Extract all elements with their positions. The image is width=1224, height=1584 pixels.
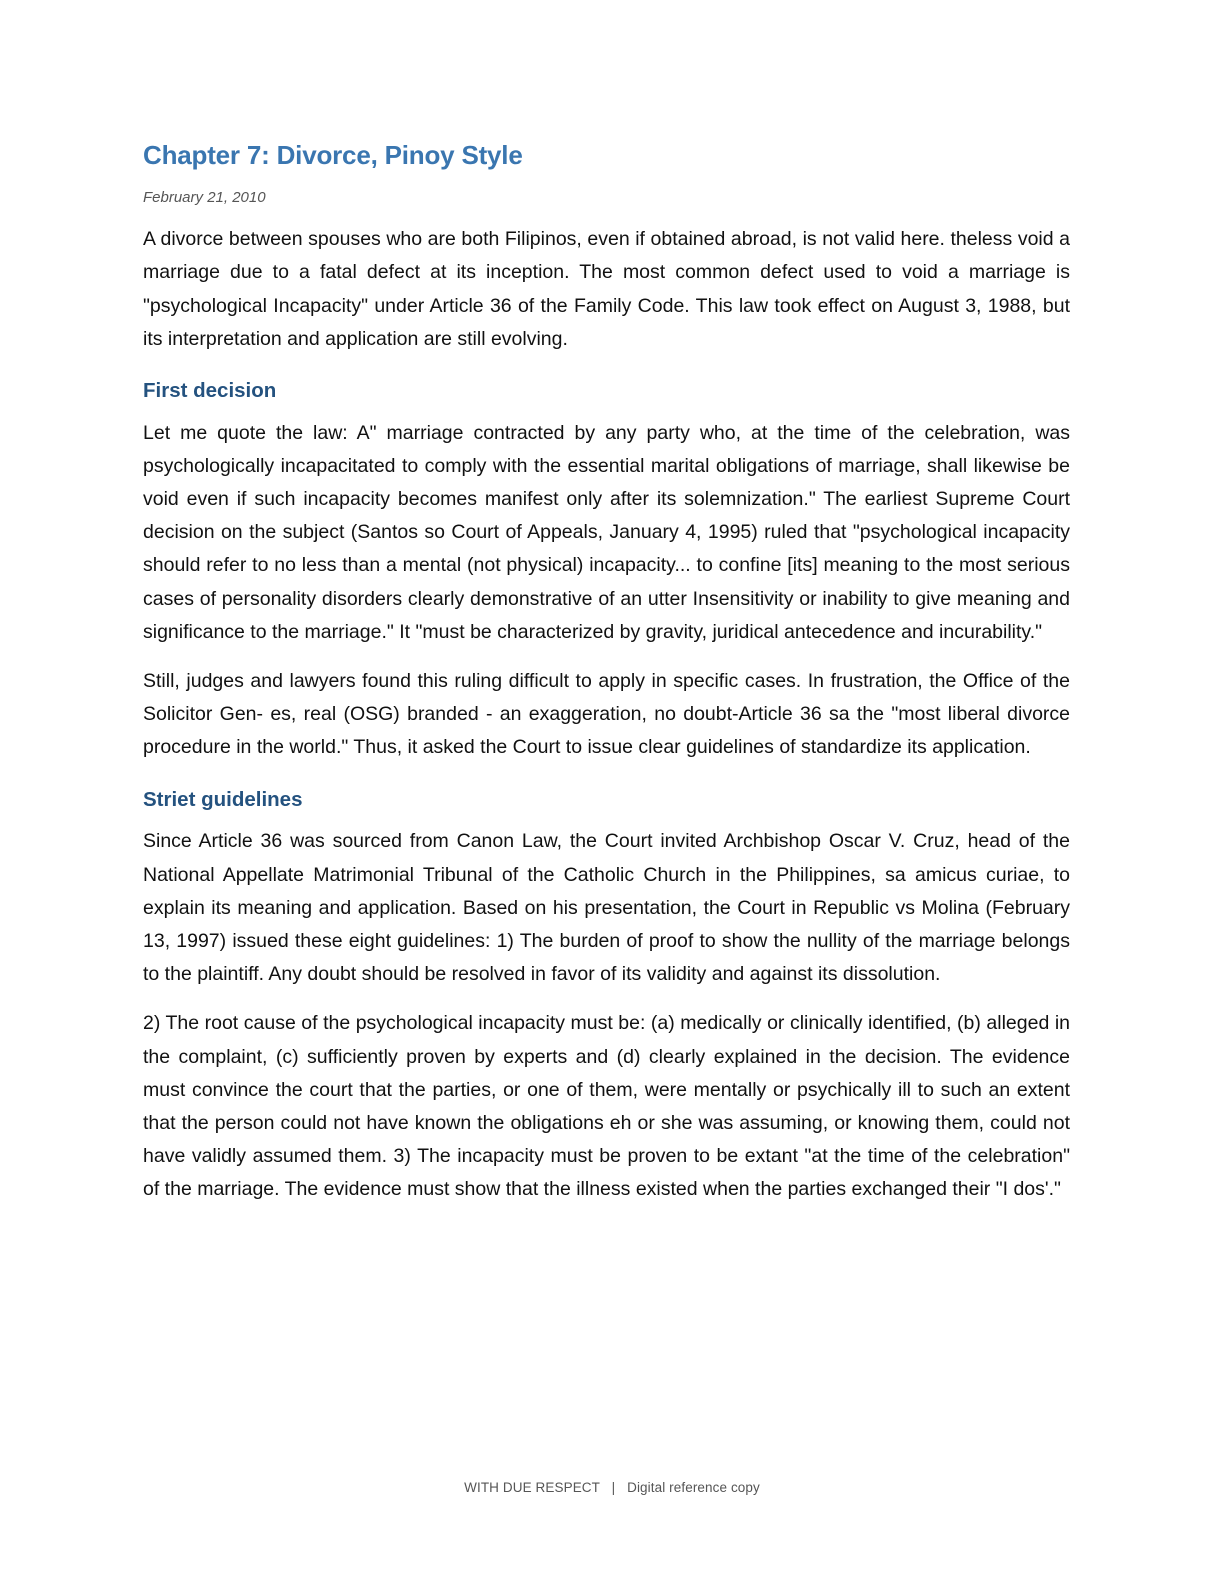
publication-date: February 21, 2010 xyxy=(143,189,266,207)
page-footer xyxy=(0,1480,1224,1495)
body-paragraph: Still, judges and lawyers found this ruling difficult to apply in specific cases. In frustration, the Office of the Solicitor Gen- es, real (OSG) branded - an exaggeration, no doubt-Article 36 sa the "most liberal divorce procedure in the world." Thus, it asked the Court to issue clear guidelines of standardize its application. xyxy=(143,670,1070,759)
footer-separator: | xyxy=(611,1480,616,1495)
document-page xyxy=(143,140,1070,1207)
chapter-title: Chapter 7: Divorce, Pinoy Style xyxy=(143,140,523,170)
intro-paragraph: A divorce between spouses who are both Filipinos, even if obtained abroad, is not valid here. theless void a marriage due to a fatal defect at its inception. The most common defect used to void a marriage is "psychological Incapacity" under Article 36 of the Family Code. This law took effect on August 3, 1988, but its interpretation and application are still evolving. xyxy=(143,228,1070,350)
body-paragraph: 2) The root cause of the psychological incapacity must be: (a) medically or clinically identified, (b) alleged in the complaint, (c) sufficiently proven by experts and (d) clearly explained in the decision. The evidence must convince the court that the parties, or one of them, were mentally or psychically ill to such an extent that the person could not have known the obligations eh or she was assuming, or knowing them, could not have validly assumed them. 3) The incapacity must be proven to be extant "at the time of the celebration" of the marriage. The evidence must show that the illness existed when the parties exchanged their "I dos'." xyxy=(143,1012,1070,1201)
body-paragraph: Let me quote the law: A" marriage contracted by any party who, at the time of the celebration, was psychologically incapacitated to comply with the essential marital obligations of marriage, shall likewise be void even if such incapacity becomes manifest only after its solemnization." The earliest Supreme Court decision on the subject (Santos so Court of Appeals, January 4, 1995) ruled that "psychological incapacity should refer to no less than a mental (not physical) incapacity... to confine [its] meaning to the most serious cases of personality disorders clearly demonstrative of an utter Insensitivity or inability to give meaning and significance to the marriage." It "must be characterized by gravity, juridical antecedence and incurability." xyxy=(143,421,1070,643)
body-paragraph: Since Article 36 was sourced from Canon Law, the Court invited Archbishop Oscar V. Cruz, head of the National Appellate Matrimonial Tribunal of the Catholic Church in the Philippines, sa amicus curiae, to explain its meaning and application. Based on his presentation, the Court in Republic vs Molina (February 13, 1997) issued these eight guidelines: 1) The burden of proof to show the nullity of the marriage belongs to the plaintiff. Any doubt should be resolved in favor of its validity and against its dissolution. xyxy=(143,830,1070,986)
footer-publication-name: WITH DUE RESPECT xyxy=(464,1480,600,1495)
footer-copy-label: Digital reference copy xyxy=(627,1480,760,1495)
section-heading-strict-guidelines: Striet guidelines xyxy=(143,787,303,811)
section-heading-first-decision: First decision xyxy=(143,379,277,402)
